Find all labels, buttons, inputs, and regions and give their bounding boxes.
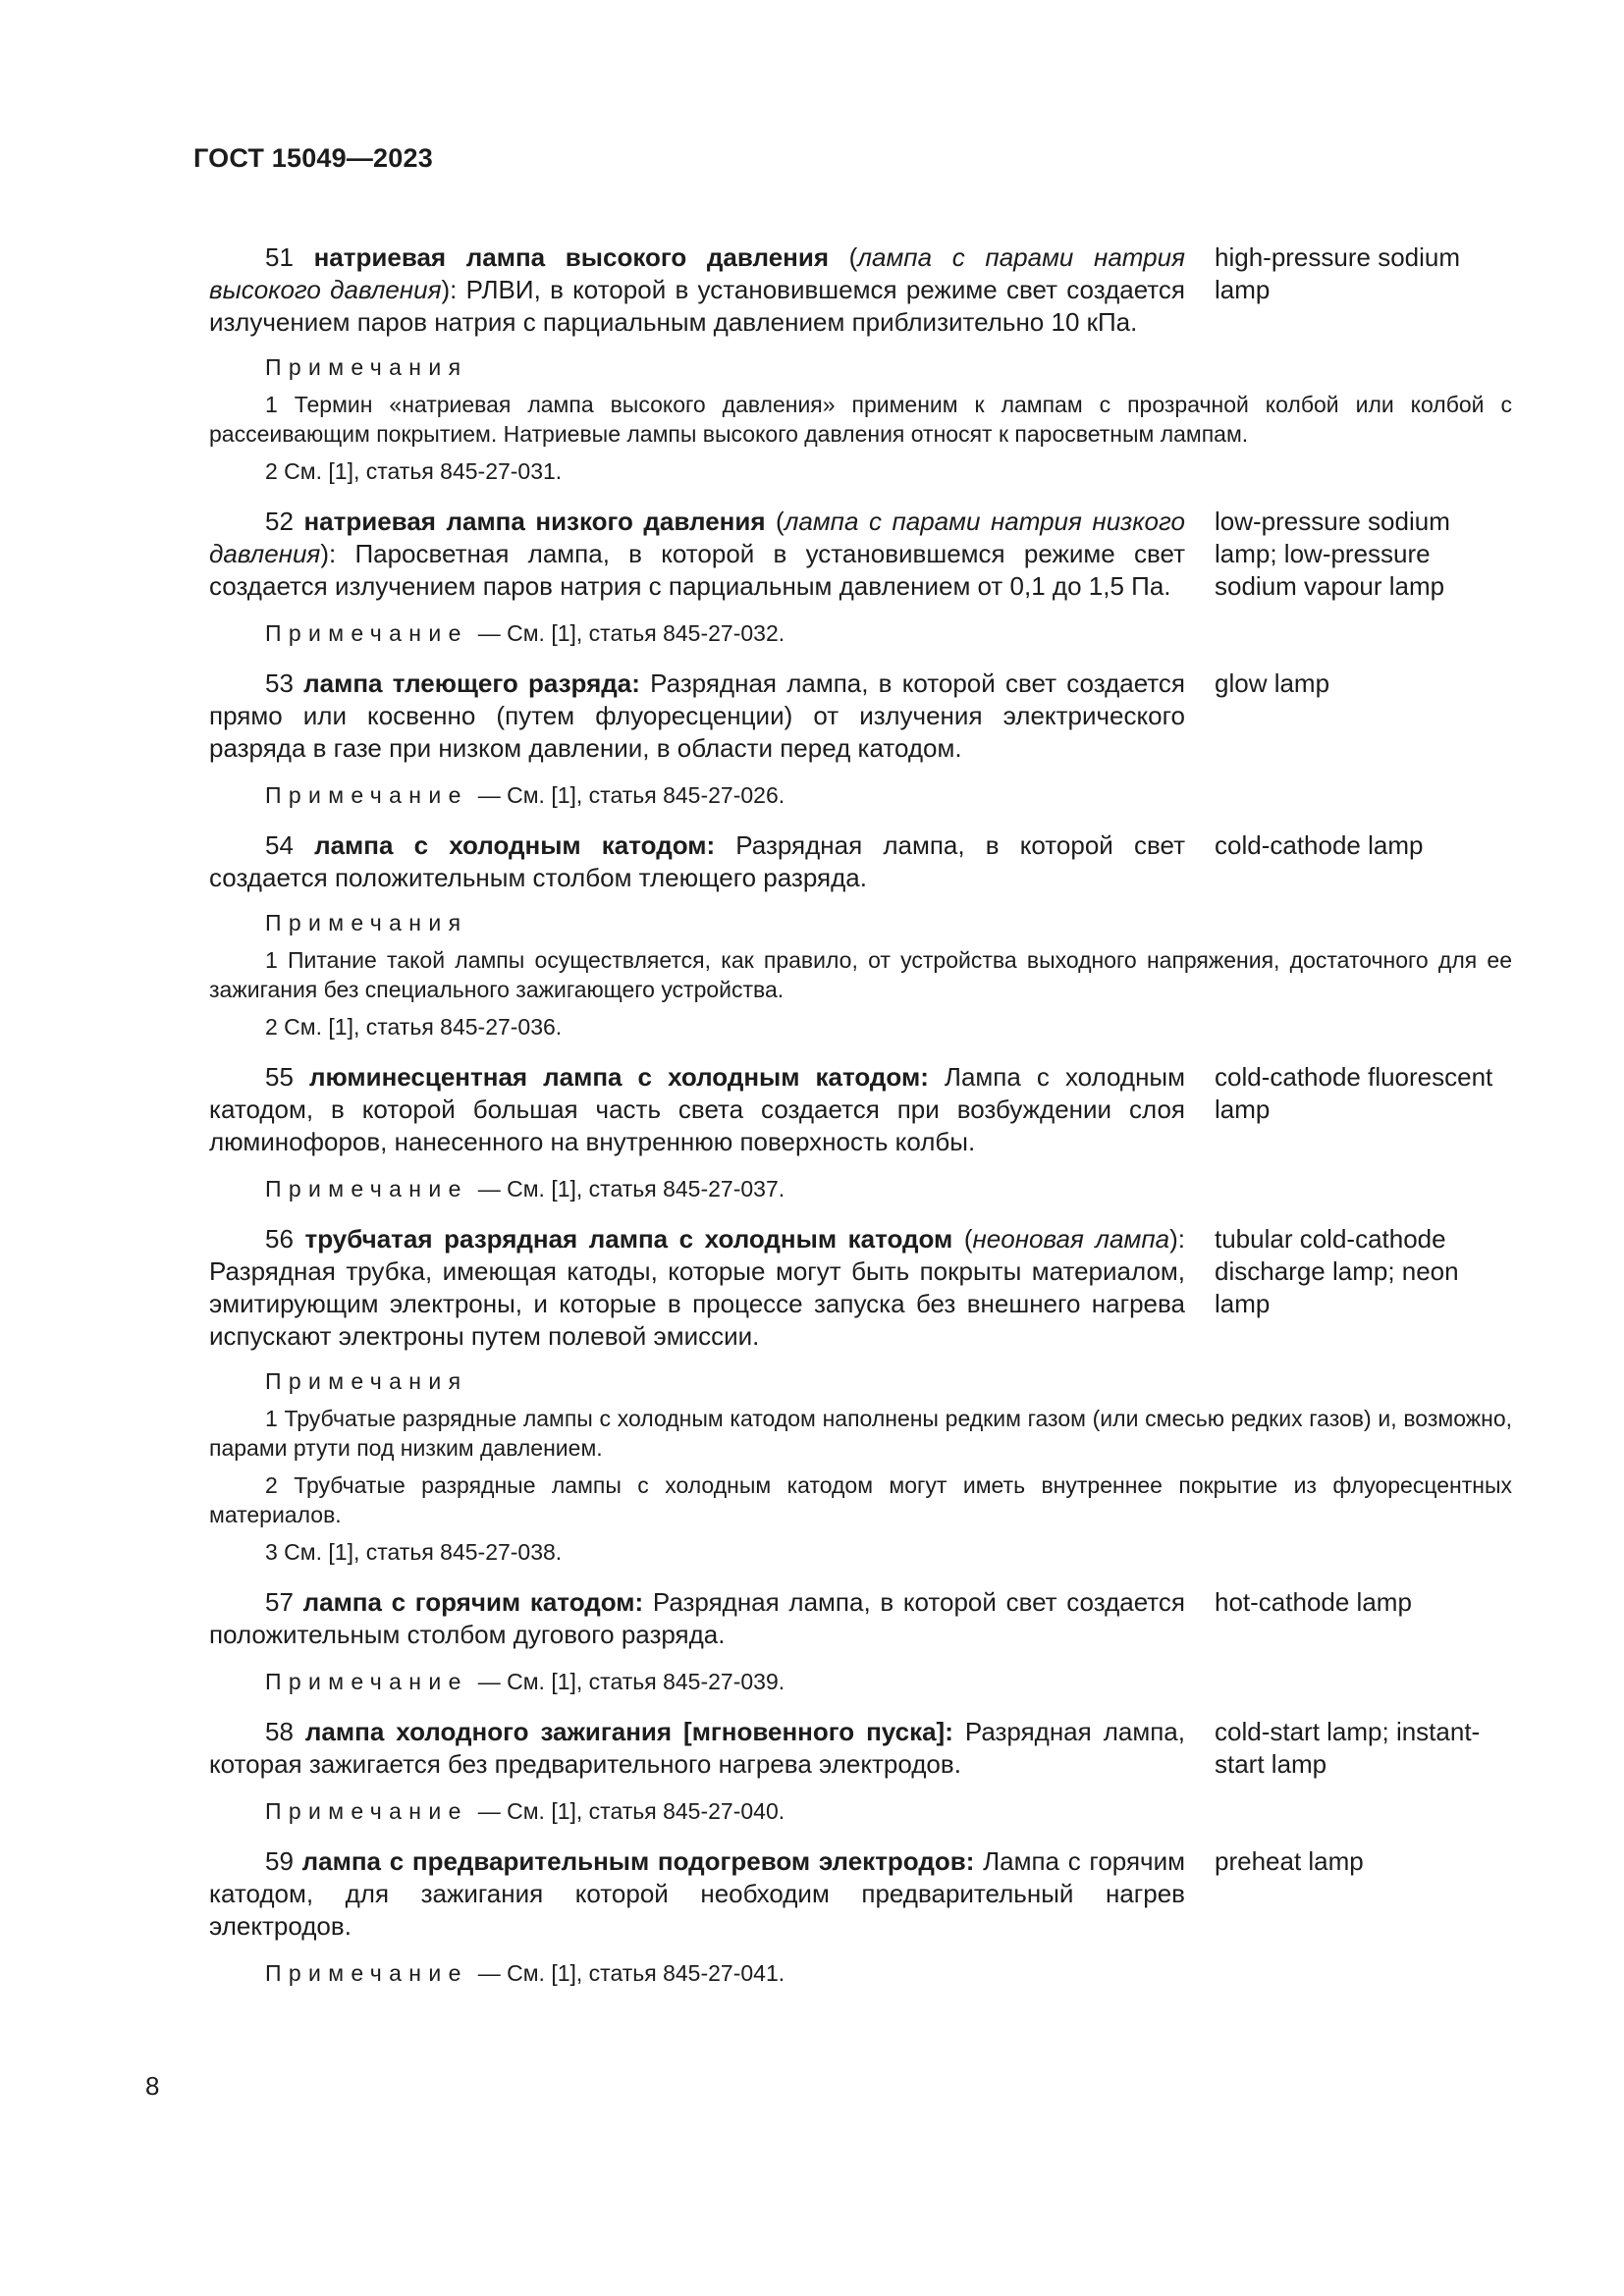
text-run: Разрядная лампа, которая зажигается без предварительного нагрева электродов. xyxy=(209,1717,1185,1779)
text-run: ( xyxy=(765,507,785,536)
note-label: Примечание xyxy=(265,1669,468,1694)
term-entry-57 xyxy=(209,1586,1512,1696)
term-definition xyxy=(209,1061,1185,1158)
text-run: 54 xyxy=(265,830,315,860)
note-text: — См. [1], статья 845-27-032. xyxy=(477,620,785,646)
text-run: лампа тлеющего разряда: xyxy=(303,668,640,698)
text-run: натриевая лампа высокого давления xyxy=(313,242,830,272)
text-run: трубчатая разрядная лампа с холодным катодом xyxy=(304,1224,953,1254)
term-english-equivalent: glow lamp xyxy=(1215,668,1330,698)
term-note: 1 Трубчатые разрядные лампы с холодным катодом наполнены редким газом (или смесью редких газов) и, возможно, парами ртути под низким давлением. xyxy=(209,1406,1512,1461)
term-note: 3 См. [1], статья 845-27-038. xyxy=(265,1539,563,1565)
term-english-equivalent: tubular cold-cathode discharge lamp; neon lamp xyxy=(1215,1224,1459,1318)
term-grid xyxy=(209,829,1512,894)
term-english-equivalent: cold-cathode lamp xyxy=(1215,830,1424,860)
text-run: лампа с парами натрия высокого давления xyxy=(209,242,1185,304)
text-run: 59 xyxy=(265,1846,302,1876)
term-definition xyxy=(209,829,1185,894)
term-entry-51 xyxy=(209,241,1512,486)
text-run: неоновая лампа xyxy=(972,1224,1170,1254)
term-entry-58 xyxy=(209,1716,1512,1826)
term-note xyxy=(209,618,1512,648)
term-definition xyxy=(209,667,1185,765)
note-text: — См. [1], статья 845-27-041. xyxy=(477,1960,785,1986)
text-run: лампа с парами натрия низкого давления xyxy=(209,507,1185,568)
text-run: 52 xyxy=(265,507,304,536)
notes-label: Примечания xyxy=(265,1368,468,1394)
term-entry-59 xyxy=(209,1845,1512,1988)
term-definition xyxy=(209,1716,1185,1781)
term-grid xyxy=(209,1586,1512,1651)
document-header: ГОСТ 15049—2023 xyxy=(193,143,433,173)
term-grid xyxy=(209,1716,1512,1781)
text-run: лампа с горячим катодом: xyxy=(302,1587,644,1617)
note-label: Примечание xyxy=(265,1960,468,1986)
term-grid xyxy=(209,241,1512,339)
term-grid xyxy=(209,667,1512,765)
term-note xyxy=(209,1174,1512,1203)
text-run: 53 xyxy=(265,668,304,698)
text-run: ): Паросветная лампа, в которой в установившемся режиме свет создается излучением паров натрия с парциальным давлением от 0,1 до 1,5 Па. xyxy=(209,539,1185,601)
text-run: 55 xyxy=(265,1062,309,1092)
text-run: ( xyxy=(829,242,858,272)
term-grid xyxy=(209,506,1512,603)
term-grid xyxy=(209,1845,1512,1943)
note-label: Примечание xyxy=(265,782,468,808)
term-definition xyxy=(209,1586,1185,1651)
term-entry-52 xyxy=(209,506,1512,648)
term-note xyxy=(209,1958,1512,1988)
term-note xyxy=(209,1796,1512,1826)
text-run: Разрядная лампа, в которой свет создается положительным столбом дугового разряда. xyxy=(209,1587,1185,1649)
term-definition xyxy=(209,241,1185,339)
text-run: люминесцентная лампа с холодным катодом: xyxy=(308,1062,929,1092)
text-run: 51 xyxy=(265,242,314,272)
text-run: натриевая лампа низкого давления xyxy=(303,507,766,536)
term-grid xyxy=(209,1223,1512,1353)
term-english-equivalent: cold-cathode fluorescent lamp xyxy=(1215,1062,1493,1124)
term-note: 1 Термин «натриевая лампа высокого давления» применим к лампам с прозрачной колбой или колбой с рассеивающим покрытием. Натриевые лампы высокого давления относят к паросветным лампам. xyxy=(209,392,1512,447)
text-run: 57 xyxy=(265,1587,303,1617)
term-note: 2 См. [1], статья 845-27-031. xyxy=(265,458,563,484)
term-entry-53 xyxy=(209,667,1512,810)
term-english-equivalent: cold-start lamp; instant-start lamp xyxy=(1215,1717,1481,1779)
text-run: лампа с предварительным подогревом электродов: xyxy=(301,1846,975,1876)
term-definition xyxy=(209,1845,1185,1943)
term-note xyxy=(209,780,1512,810)
note-label: Примечание xyxy=(265,1176,468,1201)
term-entry-55 xyxy=(209,1061,1512,1203)
term-note: 2 См. [1], статья 845-27-036. xyxy=(265,1014,563,1040)
term-note: 2 Трубчатые разрядные лампы с холодным катодом могут иметь внутреннее покрытие из флуоресцентных материалов. xyxy=(209,1472,1512,1527)
term-definition xyxy=(209,506,1185,603)
term-note: 1 Питание такой лампы осуществляется, как правило, от устройства выходного напряжения, достаточного для ее зажигания без специального зажигающего устройства. xyxy=(209,947,1512,1002)
text-run: Разрядная лампа, в которой свет создается прямо или косвенно (путем флуоресценции) от излучения электрического разряда в газе при низком давлении, в области перед катодом. xyxy=(209,668,1185,763)
term-english-equivalent: high-pressure sodium lamp xyxy=(1215,242,1461,304)
text-run: лампа холодного зажигания [мгновенного пуска]: xyxy=(304,1717,953,1746)
note-label: Примечание xyxy=(265,1798,468,1824)
term-grid xyxy=(209,1061,1512,1158)
text-run: лампа с холодным катодом: xyxy=(314,830,716,860)
note-text: — См. [1], статья 845-27-037. xyxy=(477,1176,785,1201)
terms-content xyxy=(209,208,1512,1988)
text-run: 56 xyxy=(265,1224,305,1254)
note-text: — См. [1], статья 845-27-039. xyxy=(477,1669,785,1694)
text-run: ): РЛВИ, в которой в установившемся режиме свет создается излучением паров натрия с парциальным давлением приблизительно 10 кПа. xyxy=(209,275,1185,337)
note-text: — См. [1], статья 845-27-040. xyxy=(477,1798,785,1824)
text-run: 58 xyxy=(265,1717,305,1746)
text-run: Лампа с холодным катодом, в которой большая часть света создается при возбуждении слоя люминофоров, нанесенного на внутреннюю поверхность колбы. xyxy=(209,1062,1185,1156)
note-text: — См. [1], статья 845-27-026. xyxy=(477,782,785,808)
note-label: Примечание xyxy=(265,620,468,646)
text-run: Разрядная лампа, в которой свет создается положительным столбом тлеющего разряда. xyxy=(209,830,1185,892)
term-english-equivalent: hot-cathode lamp xyxy=(1215,1587,1412,1617)
term-note xyxy=(209,1667,1512,1696)
term-definition xyxy=(209,1223,1185,1353)
term-english-equivalent: low-pressure sodium lamp; low-pressure sodium vapour lamp xyxy=(1215,507,1450,601)
text-run: ( xyxy=(952,1224,973,1254)
text-run: ): Разрядная трубка, имеющая катоды, которые могут быть покрыты материалом, эмитирующим электроны, и которые в процессе запуска без внешнего нагрева испускают электроны путем полевой эмиссии. xyxy=(209,1224,1185,1351)
text-run: Лампа с горячим катодом, для зажигания которой необходим предварительный нагрев электродов. xyxy=(209,1846,1185,1941)
term-entry-56 xyxy=(209,1223,1512,1567)
page-number: 8 xyxy=(145,2071,160,2101)
term-entry-54 xyxy=(209,829,1512,1041)
notes-label: Примечания xyxy=(265,910,468,935)
term-english-equivalent: preheat lamp xyxy=(1215,1846,1364,1876)
notes-label: Примечания xyxy=(265,354,468,380)
